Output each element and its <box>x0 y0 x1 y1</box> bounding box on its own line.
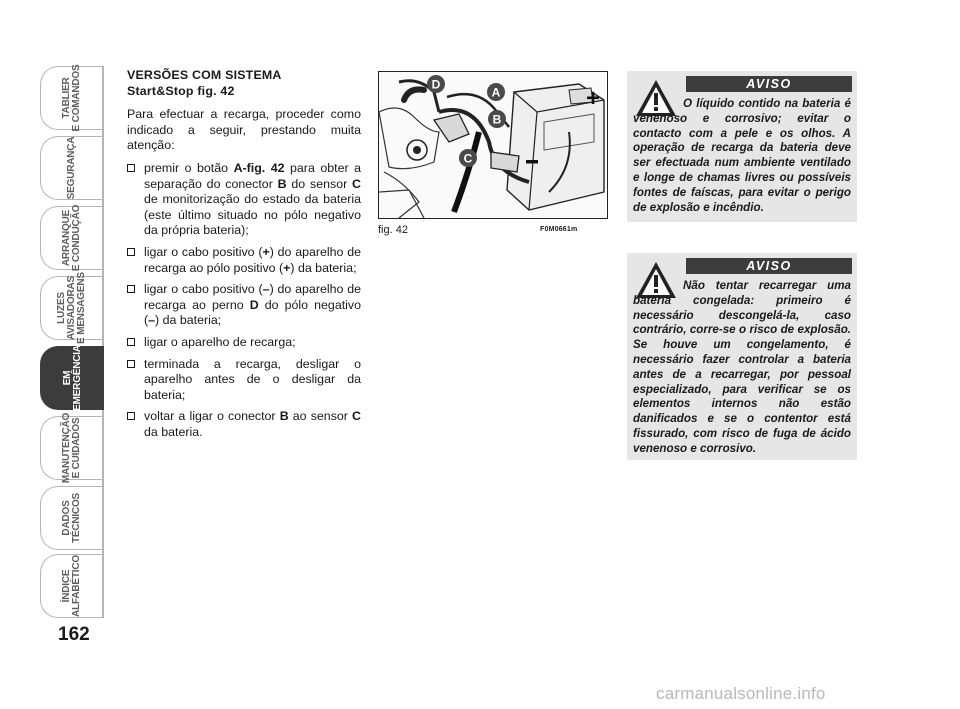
warning-box-1 <box>627 71 857 222</box>
warning-text: Não tentar recarregar uma bateria congelada: primeiro é necessário descongelá-la, caso contrário, corre-se o risco de explosão. Se houve um congelamento, é necessário fazer controlar a bateria antes de a recarregar, por pessoal especializado, para verificar se os elementos internos não estão danificados e se o contentor está fissurado, com risco de fuga de ácido venenoso e corrosivo. <box>633 279 851 455</box>
tab-tablier-comandos[interactable] <box>40 66 102 130</box>
checkbox-bullet-icon <box>127 360 135 368</box>
step-list <box>127 161 361 441</box>
tab-label: E COMANDOS <box>70 64 82 132</box>
checkbox-bullet-icon <box>127 164 135 172</box>
step-text: terminada a recarga, desligar o aparelho antes de o desligar da bateria; <box>144 356 361 402</box>
list-item <box>127 282 361 329</box>
tab-label: SEGURANÇA <box>65 136 77 200</box>
figure-code: F0M0661m <box>540 226 578 233</box>
checkbox-bullet-icon <box>127 412 135 420</box>
tab-label: E CUIDADOS <box>70 417 82 479</box>
battery-figure <box>378 71 608 219</box>
step-text: ligar o cabo positivo (+) do aparelho de recarga ao pólo positivo (+) da bateria; <box>144 244 361 275</box>
warning-label: AVISO <box>686 258 852 274</box>
tab-label: DADOS <box>60 500 72 536</box>
tab-indice-alfabetico[interactable] <box>40 554 102 618</box>
tab-label: EM <box>61 370 73 386</box>
tab-divider-line <box>102 66 104 618</box>
svg-text:C: C <box>463 151 473 166</box>
tab-dados-tecnicos[interactable] <box>40 486 102 550</box>
tab-label: E MENSAGENS <box>75 272 87 344</box>
label-b <box>488 110 506 128</box>
list-item <box>127 245 361 276</box>
page-number: 162 <box>58 624 90 645</box>
tab-label: E CONDUÇÃO <box>70 204 82 272</box>
watermark: carmanualsonline.info <box>656 684 826 703</box>
tab-seguranca[interactable] <box>40 136 102 200</box>
list-item <box>127 357 361 404</box>
minus-sign-icon <box>526 160 538 164</box>
step-text: ligar o cabo positivo (–) do aparelho de recarga ao perno D do pólo negativo (–) da bateria; <box>144 282 361 328</box>
instructions-column <box>127 68 361 446</box>
tab-arranque-conducao[interactable] <box>40 206 102 270</box>
tab-label: ÍNDICE <box>60 569 72 603</box>
tab-label: MANUTENÇÃO <box>60 412 72 484</box>
section-title <box>127 68 361 99</box>
step-text: ligar o aparelho de recarga; <box>144 334 296 349</box>
checkbox-bullet-icon <box>127 338 135 346</box>
tab-label: TÉCNICOS <box>70 492 82 544</box>
section-intro: Para efectuar a recarga, proceder como indicado a seguir, prestando muita atenção: <box>127 107 361 153</box>
figure-caption: fig. 42 <box>378 224 408 236</box>
tab-label: ALFABÉTICO <box>70 555 82 617</box>
step-text: voltar a ligar o conector B ao sensor C da bateria. <box>144 409 361 439</box>
section-title-line2: Start&Stop fig. 42 <box>127 83 235 98</box>
tab-manutencao-cuidados[interactable] <box>40 412 102 484</box>
list-item <box>127 161 361 239</box>
tab-label: LUZES <box>55 292 67 324</box>
tab-label: ARRANQUE <box>60 209 72 267</box>
tab-label: TABLIER <box>60 77 72 119</box>
warning-box-2 <box>627 253 857 460</box>
warning-text: O líquido contido na bateria é venenoso e corrosivo; evitar o contacto com a pele e os olhos. A operação de recarga da bateria deve ser efectuada num ambiente ventilado e longe de chamas livres ou possíveis fontes de faíscas, para evitar o perigo de explosão e incêndio. <box>633 97 851 214</box>
warning-label: AVISO <box>686 76 852 92</box>
tab-luzes-avisadoras[interactable] <box>40 272 102 344</box>
battery-illustration <box>379 72 607 218</box>
tab-em-emergencia[interactable] <box>40 346 104 410</box>
plus-sign-label: + <box>586 85 601 112</box>
list-item <box>127 409 361 440</box>
label-d <box>427 75 445 93</box>
checkbox-bullet-icon <box>127 248 135 256</box>
svg-text:D: D <box>431 77 441 92</box>
list-item <box>127 335 361 351</box>
label-a <box>487 83 505 101</box>
tab-label: EMERGÊNCIA <box>71 345 83 411</box>
tab-label: AVISADORAS <box>65 276 77 340</box>
svg-text:A: A <box>491 85 501 100</box>
svg-text:B: B <box>492 112 502 127</box>
section-title-line1: VERSÕES COM SISTEMA <box>127 68 282 82</box>
label-c <box>459 149 477 167</box>
checkbox-bullet-icon <box>127 285 135 293</box>
step-text: premir o botão A-fig. 42 para obter a separação do conector B do sensor C de monitorização do estado da bateria (este último situado no pólo negativo da própria bateria); <box>144 160 361 238</box>
